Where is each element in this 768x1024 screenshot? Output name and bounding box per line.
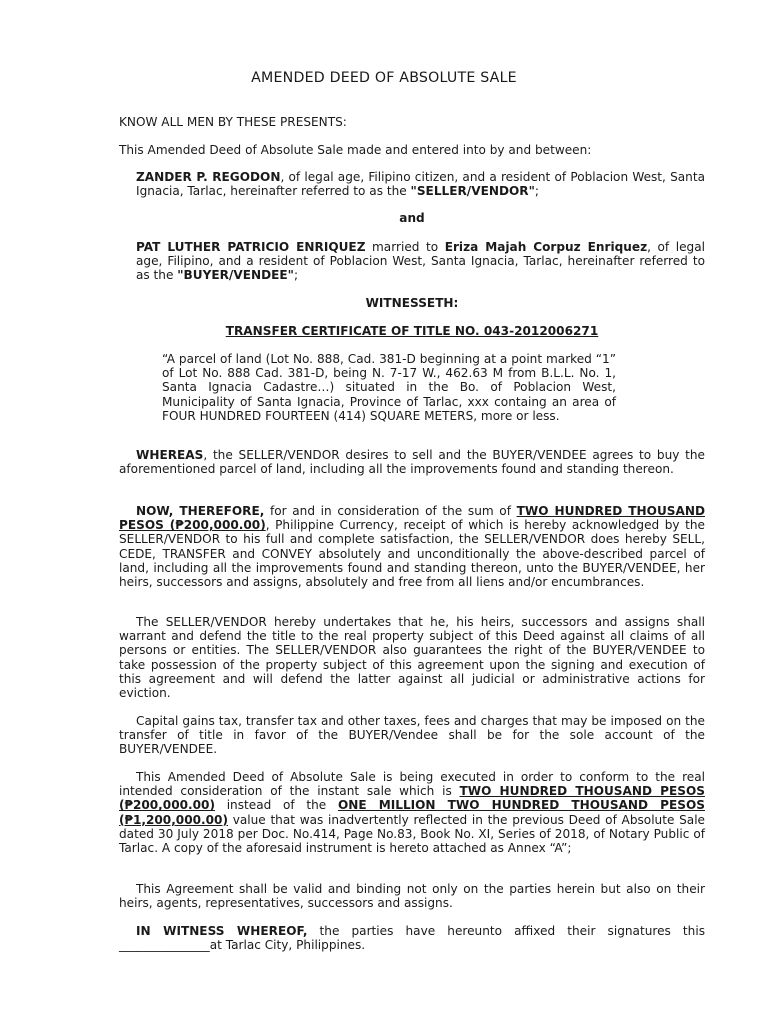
buyer-spouse: Eriza Majah Corpuz Enriquez xyxy=(444,240,648,254)
amendment-text-3: value that was inadvertently reflected in the previous Deed of Absolute Sale dated 30 July 2018 per Doc. No.414, Page No.83, Book No. XI, Series of 2018, of Notary Public of Tarlac. A copy of the aforesaid instrument is hereto attached as Annex “A”; xyxy=(119,812,705,856)
whereas-text: , the SELLER/VENDOR desires to sell and the BUYER/VENDEE agrees to buy the aforementioned parcel of land, including all the improvements found and standing thereon. xyxy=(119,448,705,477)
seller-name: ZANDER P. REGODON xyxy=(136,170,281,184)
now-therefore-paragraph xyxy=(119,504,705,589)
amendment-text-1: This Amended Deed of Absolute Sale is being executed in order to conform to the real intended consideration of the instant sale which is xyxy=(119,770,705,799)
seller-role: "SELLER/VENDOR" xyxy=(410,184,535,199)
buyer-name: PAT LUTHER PATRICIO ENRIQUEZ xyxy=(136,240,366,254)
buyer-text-1: married to xyxy=(365,240,445,254)
intro-paragraph: This Amended Deed of Absolute Sale made and entered into by and between: xyxy=(119,143,592,157)
binding-paragraph: This Agreement shall be valid and binding not only on the parties herein but also on their heirs, agents, representatives, successors and assigns. xyxy=(119,882,705,911)
now-therefore-text-2: , Philippine Currency, receipt of which is hereby acknowledged by the SELLER/VENDOR to his full and complete satisfaction, the SELLER/VENDOR does hereby SELL, CEDE, TRANSFER and CONVEY absolutely and unconditionally the above-described parcel of land, including all the improvements found and standing thereon, unto the BUYER/VENDEE, her heirs, successors and assigns, absolutely and free from all liens and/or encumbrances. xyxy=(119,518,705,590)
and-separator: and xyxy=(399,211,425,225)
document-title: AMENDED DEED OF ABSOLUTE SALE xyxy=(251,70,517,86)
witness-lead: IN WITNESS WHEREOF, xyxy=(136,924,308,938)
date-blank[interactable]: _______________ xyxy=(119,938,210,953)
greeting: KNOW ALL MEN BY THESE PRESENTS: xyxy=(119,115,347,129)
warranty-paragraph: The SELLER/VENDOR hereby undertakes that he, his heirs, successors and assigns shall warrant and defend the title to the real property subject of this Deed against all claims of all persons or entities. The SELLER/VENDOR also guarantees the right of the BUYER/VENDEE to take possession of the property subject of this agreement upon the signing and execution of this agreement and will defend the latter against all judicial or administrative actions for eviction. xyxy=(119,615,705,701)
whereas-paragraph xyxy=(119,448,705,476)
parcel-description: “A parcel of land (Lot No. 888, Cad. 381-D beginning at a point marked “1” of Lot No. 888 Cad. 381-D, being N. 7-17 W., 462.63 M from B.L.L. No. 1, Santa Ignacia Cadastre…) situated in the Bo. of Poblacion West, Municipality of Santa Ignacia, Province of Tarlac, xxx containg an area of FOUR HUNDRED FOURTEEN (414) SQUARE METERS, more or less. xyxy=(162,352,616,423)
buyer-text-2: , of legal age, Filipino, and a resident of Poblacion West, Santa Ignacia, Tarlac, hereinafter referred to as the xyxy=(136,240,705,283)
seller-paragraph xyxy=(136,170,705,198)
witness-text-2: at Tarlac City, Philippines. xyxy=(209,938,366,953)
buyer-role: "BUYER/VENDEE" xyxy=(177,268,294,283)
amendment-amount-2: ONE MILLION TWO HUNDRED THOUSAND PESOS (₱1,200,000.00) xyxy=(119,798,705,827)
witness-paragraph xyxy=(119,924,705,952)
witness-text-1: the parties have hereunto affixed their signatures this xyxy=(307,924,705,938)
witnesseth-heading: WITNESSETH: xyxy=(365,296,459,310)
seller-end: ; xyxy=(534,184,539,199)
buyer-end: ; xyxy=(293,268,299,283)
amendment-paragraph xyxy=(119,770,705,855)
now-therefore-text-1: for and in consideration of the sum of xyxy=(264,504,517,518)
amendment-text-2: instead of the xyxy=(214,798,338,813)
taxes-paragraph: Capital gains tax, transfer tax and other taxes, fees and charges that may be imposed on the transfer of title in favor of the BUYER/Vendee shall be for the sole account of the BUYER/VENDEE. xyxy=(119,714,705,757)
buyer-paragraph xyxy=(136,240,705,283)
seller-text: , of legal age, Filipino citizen, and a resident of Poblacion West, Santa Ignacia, Tarlac, hereinafter referred to as the xyxy=(136,170,705,199)
amendment-amount-1: TWO HUNDRED THOUSAND PESOS (₱200,000.00) xyxy=(119,784,705,813)
consideration-amount: TWO HUNDRED THOUSAND PESOS (₱200,000.00) xyxy=(119,504,705,533)
tct-heading: TRANSFER CERTIFICATE OF TITLE NO. 043-2012006271 xyxy=(225,324,599,338)
whereas-lead: WHEREAS xyxy=(136,448,204,462)
now-therefore-lead: NOW, THEREFORE, xyxy=(136,504,265,518)
